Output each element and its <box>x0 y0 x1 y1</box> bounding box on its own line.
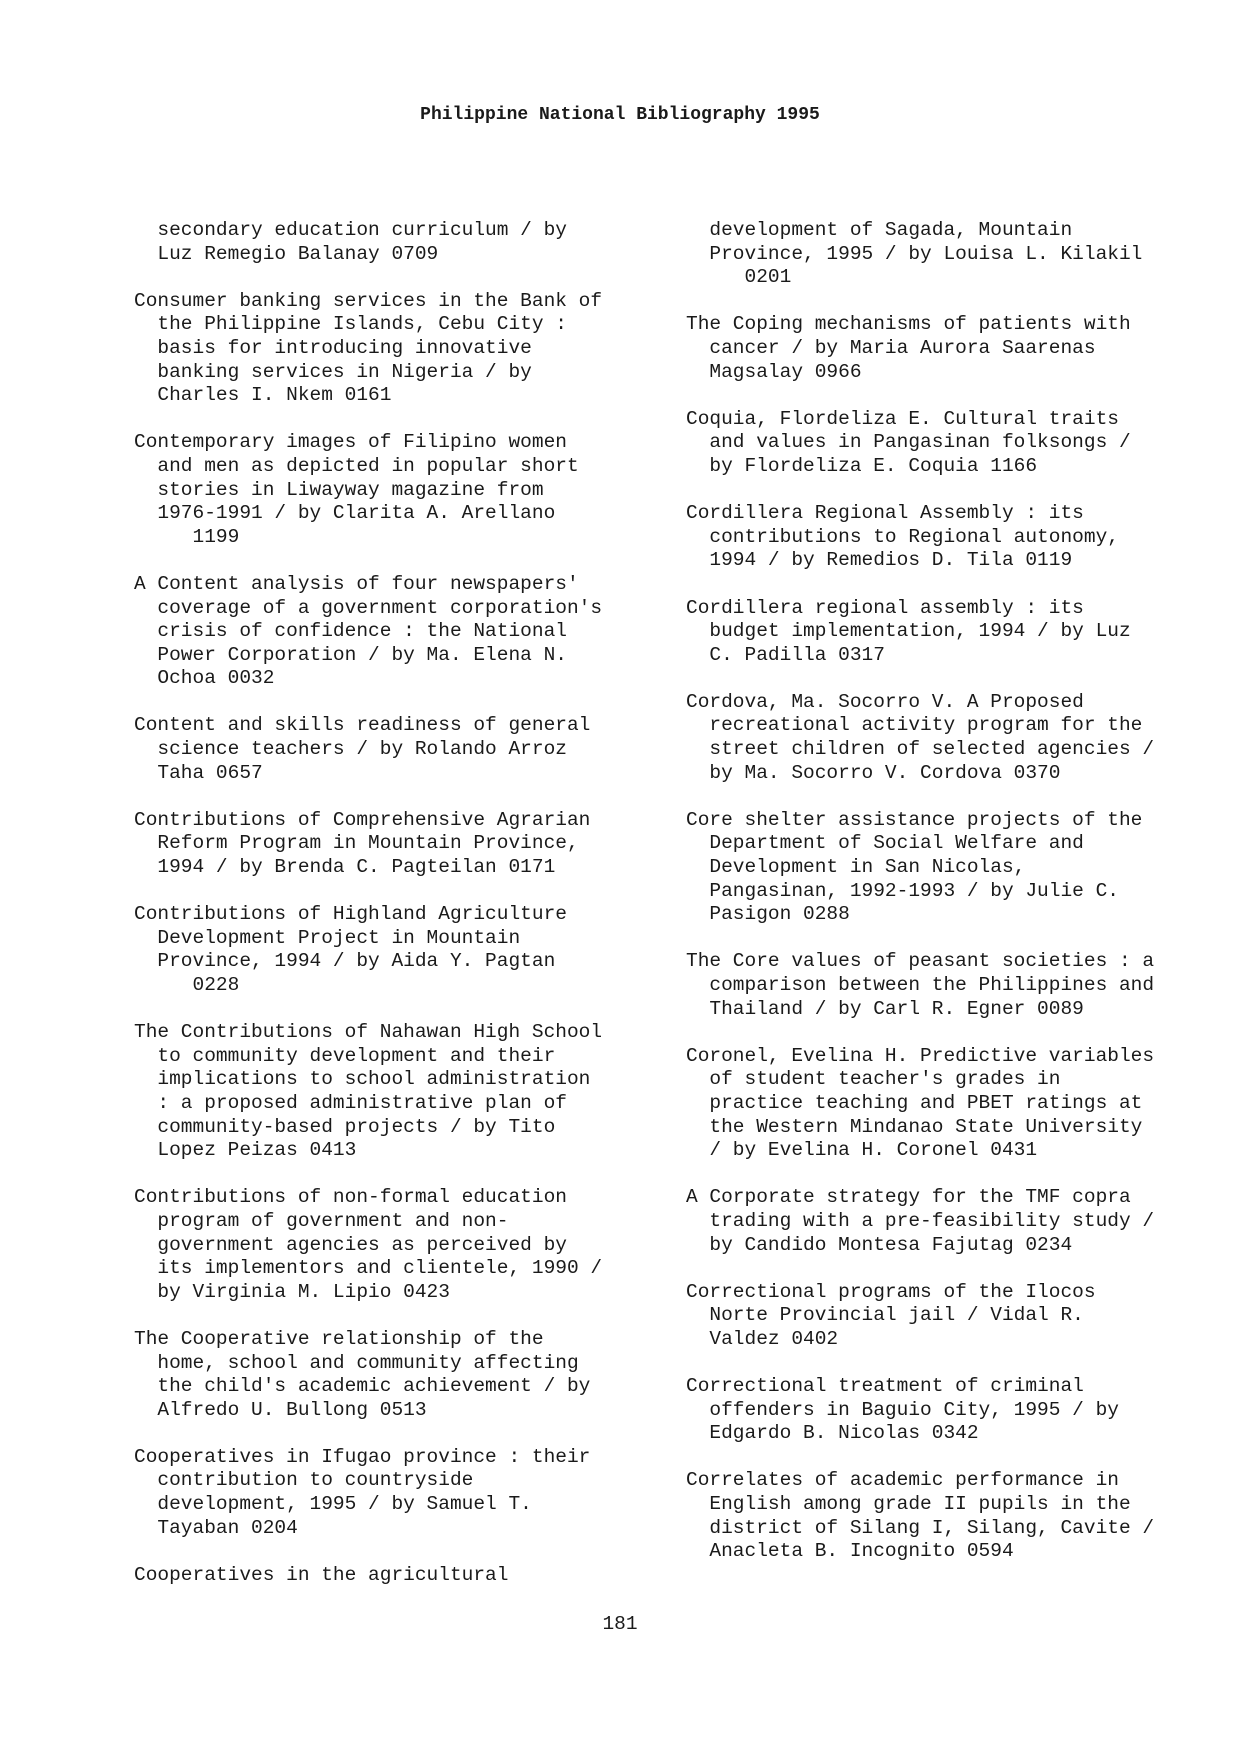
bibliography-entry: A Content analysis of four newspapers' coverage of a government corporation's crisis of confidence : the National Power Corporation / by Ma. Elena N. Ochoa 0032 <box>134 572 603 690</box>
bibliography-entry: The Contributions of Nahawan High School to community development and their implications to school administration : a proposed administrative plan of community-based projects / by Tito Lopez Peizas 0413 <box>134 1021 603 1162</box>
bibliography-entry: Correlates of academic performance in English among grade II pupils in the district of Silang I, Silang, Cavite / Anacleta B. Incognito 0594 <box>686 1469 1155 1563</box>
bibliography-entry: Contributions of Comprehensive Agrarian Reform Program in Mountain Province, 1994 / by Brenda C. Pagteilan 0171 <box>134 808 591 879</box>
bibliography-entry: Cordillera Regional Assembly : its contributions to Regional autonomy, 1994 / by Remedios D. Tila 0119 <box>686 502 1119 572</box>
bibliography-entry: The Core values of peasant societies : a comparison between the Philippines and Thailand / by Carl R. Egner 0089 <box>686 950 1155 1020</box>
page-title: Philippine National Bibliography 1995 <box>420 105 820 125</box>
bibliography-entry: A Corporate strategy for the TMF copra trading with a pre-feasibility study / by Candido Montesa Fajutag 0234 <box>686 1186 1155 1256</box>
bibliography-entry: Contemporary images of Filipino women and men as depicted in popular short stories in Liwayway magazine from 1976-1991 / by Clarita A. Arellano 1199 <box>134 431 579 548</box>
bibliography-entry: Contributions of Highland Agriculture Development Project in Mountain Province, 1994 / by Aida Y. Pagtan 0228 <box>134 903 567 996</box>
bibliography-entry: Contributions of non-formal education program of government and non- government agencies as perceived by its implementors and clientele, 1990 / by Virginia M. Lipio 0423 <box>134 1186 603 1303</box>
bibliography-entry: The Cooperative relationship of the home, school and community affecting the child's academic achievement / by Alfredo U. Bullong 0513 <box>134 1327 591 1421</box>
bibliography-entry: Consumer banking services in the Bank of the Philippine Islands, Cebu City : basis for introducing innovative banking services in Nigeria / by Charles I. Nkem 0161 <box>134 289 603 407</box>
left-column <box>134 219 674 1611</box>
bibliography-entry: development of Sagada, Mountain Province, 1995 / by Louisa L. Kilakil 0201 <box>709 219 1143 289</box>
bibliography-entry: Correctional treatment of criminal offenders in Baguio City, 1995 / by Edgardo B. Nicolas 0342 <box>686 1375 1119 1445</box>
page-number: 181 <box>602 1613 638 1635</box>
bibliography-entry: The Coping mechanisms of patients with cancer / by Maria Aurora Saarenas Magsalay 0966 <box>686 313 1131 383</box>
bibliography-entry: Core shelter assistance projects of the Department of Social Welfare and Development in San Nicolas, Pangasinan, 1992-1993 / by Julie C. Pasigon 0288 <box>686 808 1143 926</box>
right-column <box>686 219 1226 1587</box>
bibliography-entry: Cooperatives in Ifugao province : their contribution to countryside development, 1995 / by Samuel T. Tayaban 0204 <box>134 1445 591 1539</box>
bibliography-entry: Correctional programs of the Ilocos Norte Provincial jail / Vidal R. Valdez 0402 <box>686 1280 1096 1350</box>
bibliography-entry: Cooperatives in the agricultural <box>134 1563 509 1586</box>
bibliography-entry: Cordova, Ma. Socorro V. A Proposed recreational activity program for the street children of selected agencies / by Ma. Socorro V. Cordova 0370 <box>686 690 1155 784</box>
bibliography-entry: Content and skills readiness of general science teachers / by Rolando Arroz Taha 0657 <box>134 714 591 784</box>
bibliography-entry: Coquia, Flordeliza E. Cultural traits and values in Pangasinan folksongs / by Flordeliza E. Coquia 1166 <box>686 407 1131 477</box>
bibliography-entry: Cordillera regional assembly : its budget implementation, 1994 / by Luz C. Padilla 0317 <box>686 596 1131 666</box>
bibliography-entry: Coronel, Evelina H. Predictive variables of student teacher's grades in practice teaching and PBET ratings at the Western Mindanao State University / by Evelina H. Coronel 0431 <box>686 1044 1155 1162</box>
bibliography-entry: secondary education curriculum / by Luz Remegio Balanay 0709 <box>157 219 567 265</box>
